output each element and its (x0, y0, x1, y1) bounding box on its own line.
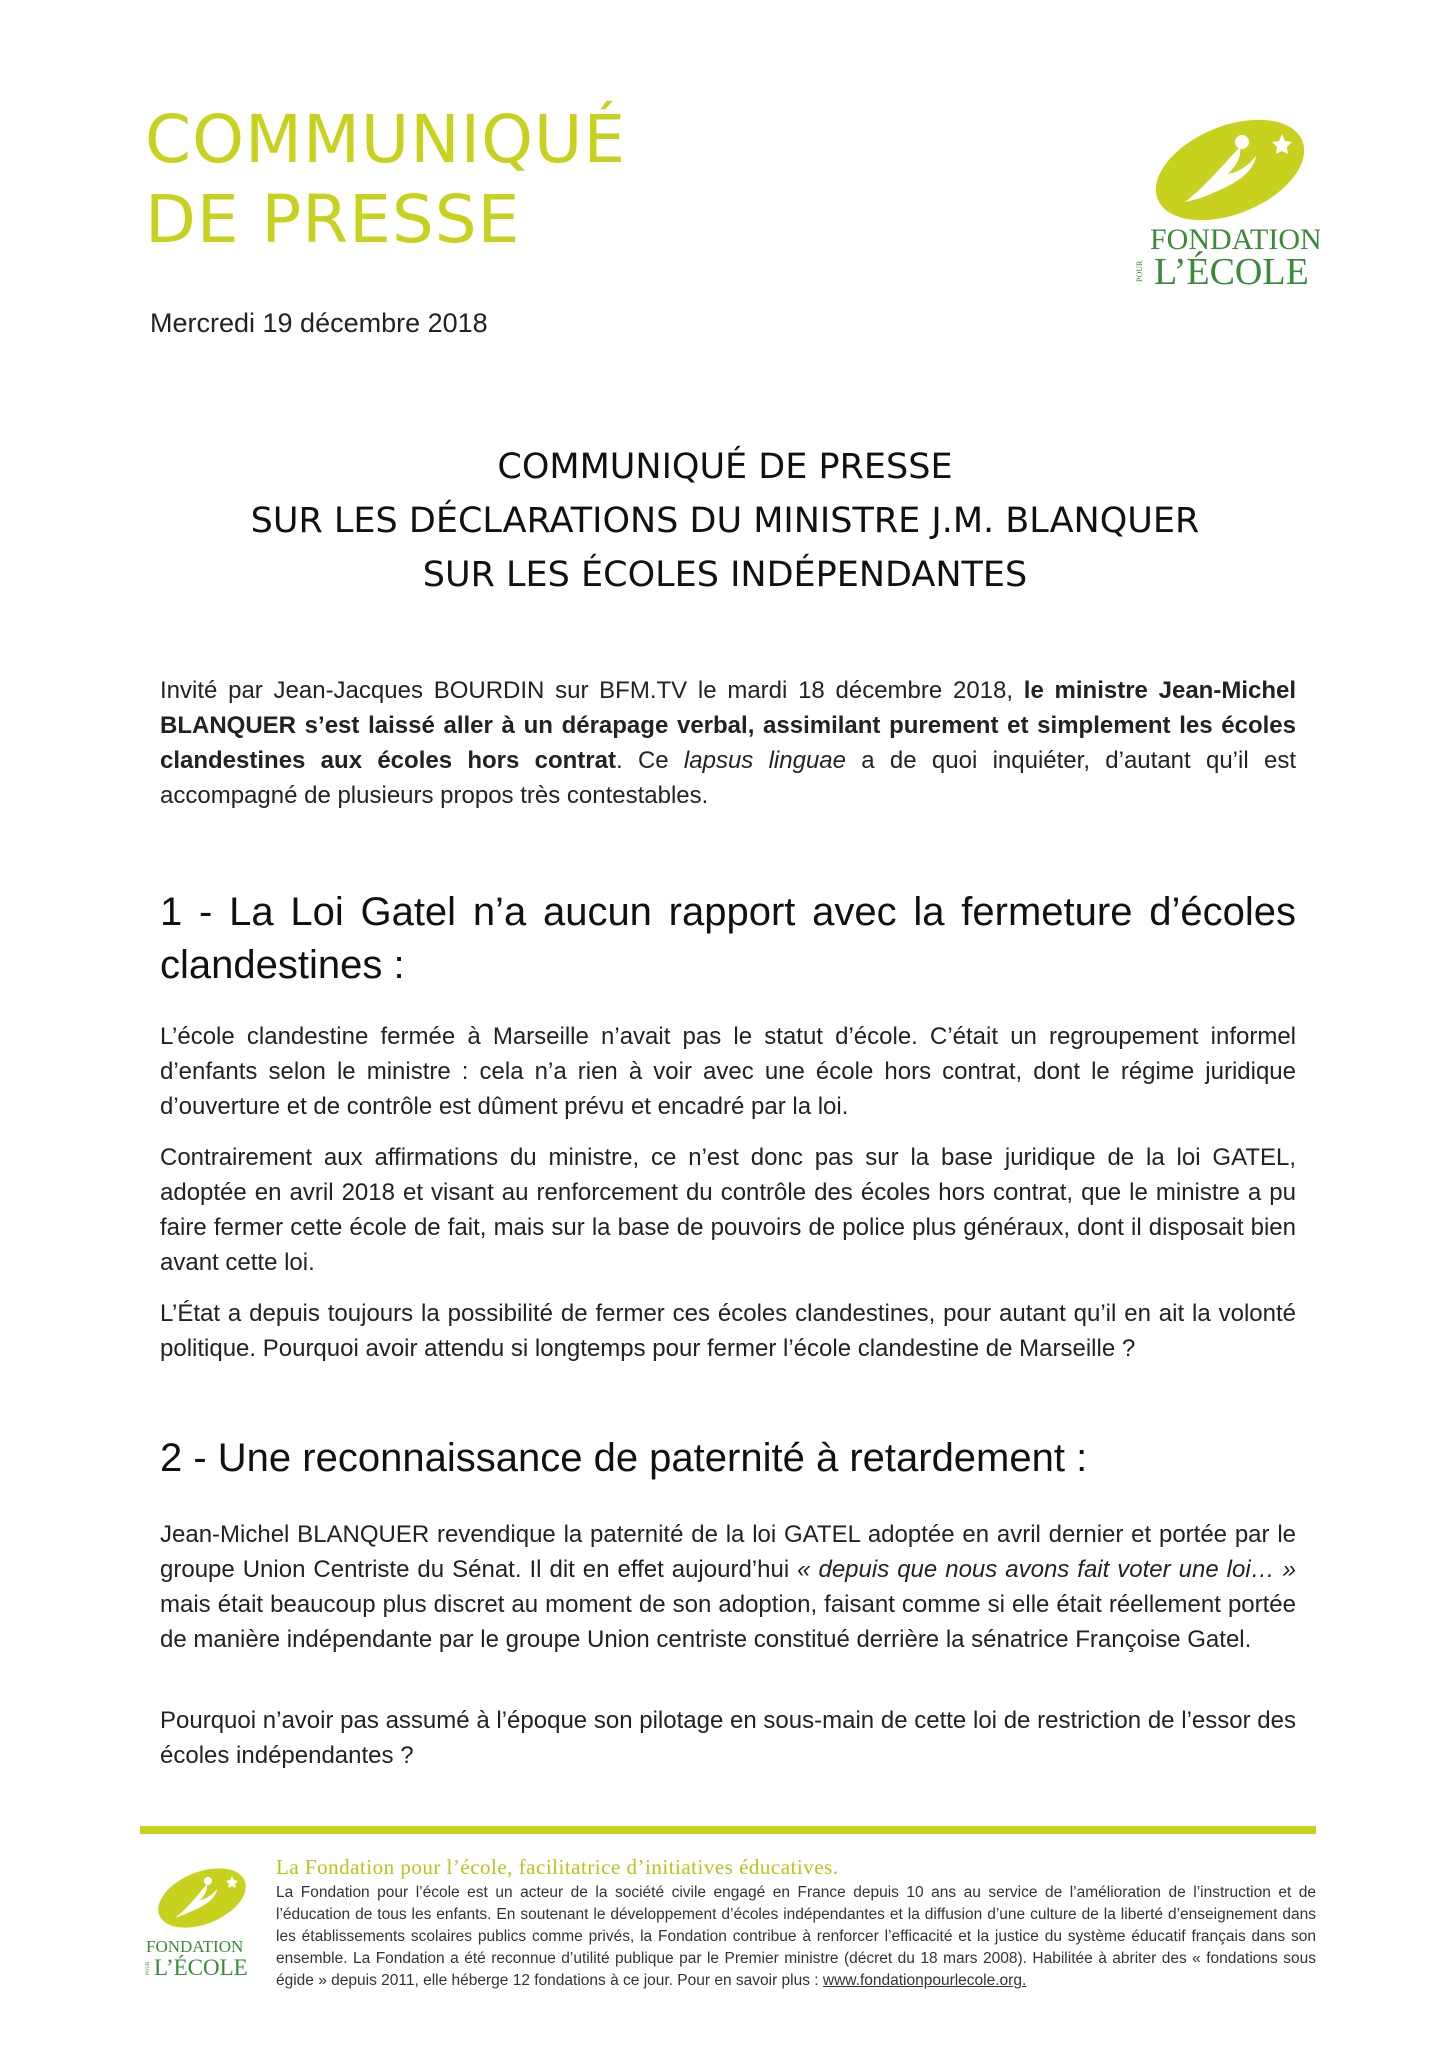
intro-paragraph (160, 673, 1296, 813)
document-title (150, 440, 1300, 602)
intro-text-1: Invité par Jean-Jacques BOURDIN sur BFM.TV le mardi 18 décembre 2018, (160, 677, 1024, 704)
footer-logo-icon (140, 1862, 255, 1982)
footer-logo-vertical: POUR (146, 1961, 151, 1975)
section-2-text-1: Jean-Michel BLANQUER revendique la paternité de la loi GATEL adoptée en avril dernier et portée par le groupe Union Centriste du Sénat. Il dit en effet aujourd’hui (160, 1521, 1296, 1583)
section-1-paragraph-1: L’école clandestine fermée à Marseille n’avait pas le statut d’école. C’était un regroupement informel d’enfants selon le ministre : cela n’a rien à voir avec une école hors contrat, dont le régime juridique d’ouverture et de contrôle est dûment prévu et encadré par la loi. (160, 1023, 1296, 1120)
doc-title-line-1: COMMUNIQUÉ DE PRESSE (497, 447, 953, 487)
intro-text-3: a de quoi inquiéter, d’autant qu’il est accompagné de plusieurs propos très contestables. (160, 747, 1296, 809)
logo-line-2: L’ÉCOLE (1154, 251, 1309, 292)
footer-description-text: La Fondation pour l’école est un acteur de la société civile engagé en France depuis 10 ans au service de l’amélioration de l’instruction et de l’éducation de tous les enfants. En soutenant le développement d’écoles indépendantes et la diffusion d’une culture de la liberté d’enseignement dans les établissements scolaires publics comme privés, la Fondation contribue à renforcer l’efficacité et la justice du système éducatif français dans son ensemble. La Fondation a été reconnue d’utilité publique par le Premier ministre (décret du 18 mars 2008). Habilitée à abriter des « fondations sous égide » depuis 2011, elle héberge 12 fondations à ce jour. Pour en savoir plus : (276, 1884, 1316, 1989)
section-2-text-2: mais était beaucoup plus discret au moment de son adoption, faisant comme si elle était réellement portée de manière indépendante par le groupe Union centriste constitué derrière la sénatrice Françoise Gatel. (160, 1591, 1296, 1653)
footer-divider (140, 1826, 1316, 1834)
logo-line-1: FONDATION (1150, 223, 1320, 256)
release-date: Mercredi 19 décembre 2018 (150, 308, 488, 338)
section-2-paragraph-2: Pourquoi n’avoir pas assumé à l’époque son pilotage en sous-main de cette loi de restriction de l’essor des écoles indépendantes ? (160, 1707, 1296, 1769)
section-2-heading: 2 - Une reconnaissance de paternité à retardement : (160, 1436, 1088, 1480)
footer-logo (140, 1862, 255, 1982)
fondation-logo (1130, 112, 1320, 292)
intro-bold-text: le ministre Jean-Michel BLANQUER s’est laissé aller à un dérapage verbal, assimilant purement et simplement les écoles clandestines aux écoles hors contrat (160, 677, 1297, 774)
website-link[interactable]: www.fondationpourlecole.org. (822, 1972, 1027, 1989)
logo-vertical-text: POUR (1135, 260, 1144, 282)
section-2-paragraph-1 (160, 1517, 1296, 1657)
doc-title-line-2: SUR LES DÉCLARATIONS DU MINISTRE J.M. BLANQUER (250, 501, 1200, 541)
footer-description (276, 1882, 1316, 1992)
intro-italic-text: lapsus linguae (683, 747, 846, 774)
footer-logo-line-2: L’ÉCOLE (154, 1955, 248, 1980)
section-1-heading: 1 - La Loi Gatel n’a aucun rapport avec la fermeture d’écoles clandestines : (160, 890, 1296, 987)
doc-title-line-3: SUR LES ÉCOLES INDÉPENDANTES (422, 555, 1028, 595)
intro-text-2: . Ce (615, 747, 684, 774)
section-1-paragraph-2: Contrairement aux affirmations du ministre, ce n’est donc pas sur la base juridique de la loi GATEL, adoptée en avril 2018 et visant au renforcement du contrôle des écoles hors contrat, que le ministre a pu faire fermer cette école de fait, mais sur la base de pouvoirs de police plus généraux, dont il disposait bien avant cette loi. (160, 1144, 1296, 1276)
fondation-logo-icon (1130, 112, 1320, 292)
footer-tagline: La Fondation pour l’école, facilitatrice d’initiatives éducatives. (276, 1855, 839, 1879)
title-line-2: DE PRESSE (145, 181, 521, 258)
press-release-title (145, 100, 626, 260)
footer-logo-line-1: FONDATION (146, 1937, 244, 1956)
section-1-paragraph-3: L’État a depuis toujours la possibilité de fermer ces écoles clandestines, pour autant qu’il en ait la volonté politique. Pourquoi avoir attendu si longtemps pour fermer l’école clandestine de Marseille ? (160, 1300, 1296, 1362)
title-line-1: COMMUNIQUÉ (145, 101, 627, 178)
section-2-quote: « depuis que nous avons fait voter une loi… » (797, 1556, 1297, 1583)
